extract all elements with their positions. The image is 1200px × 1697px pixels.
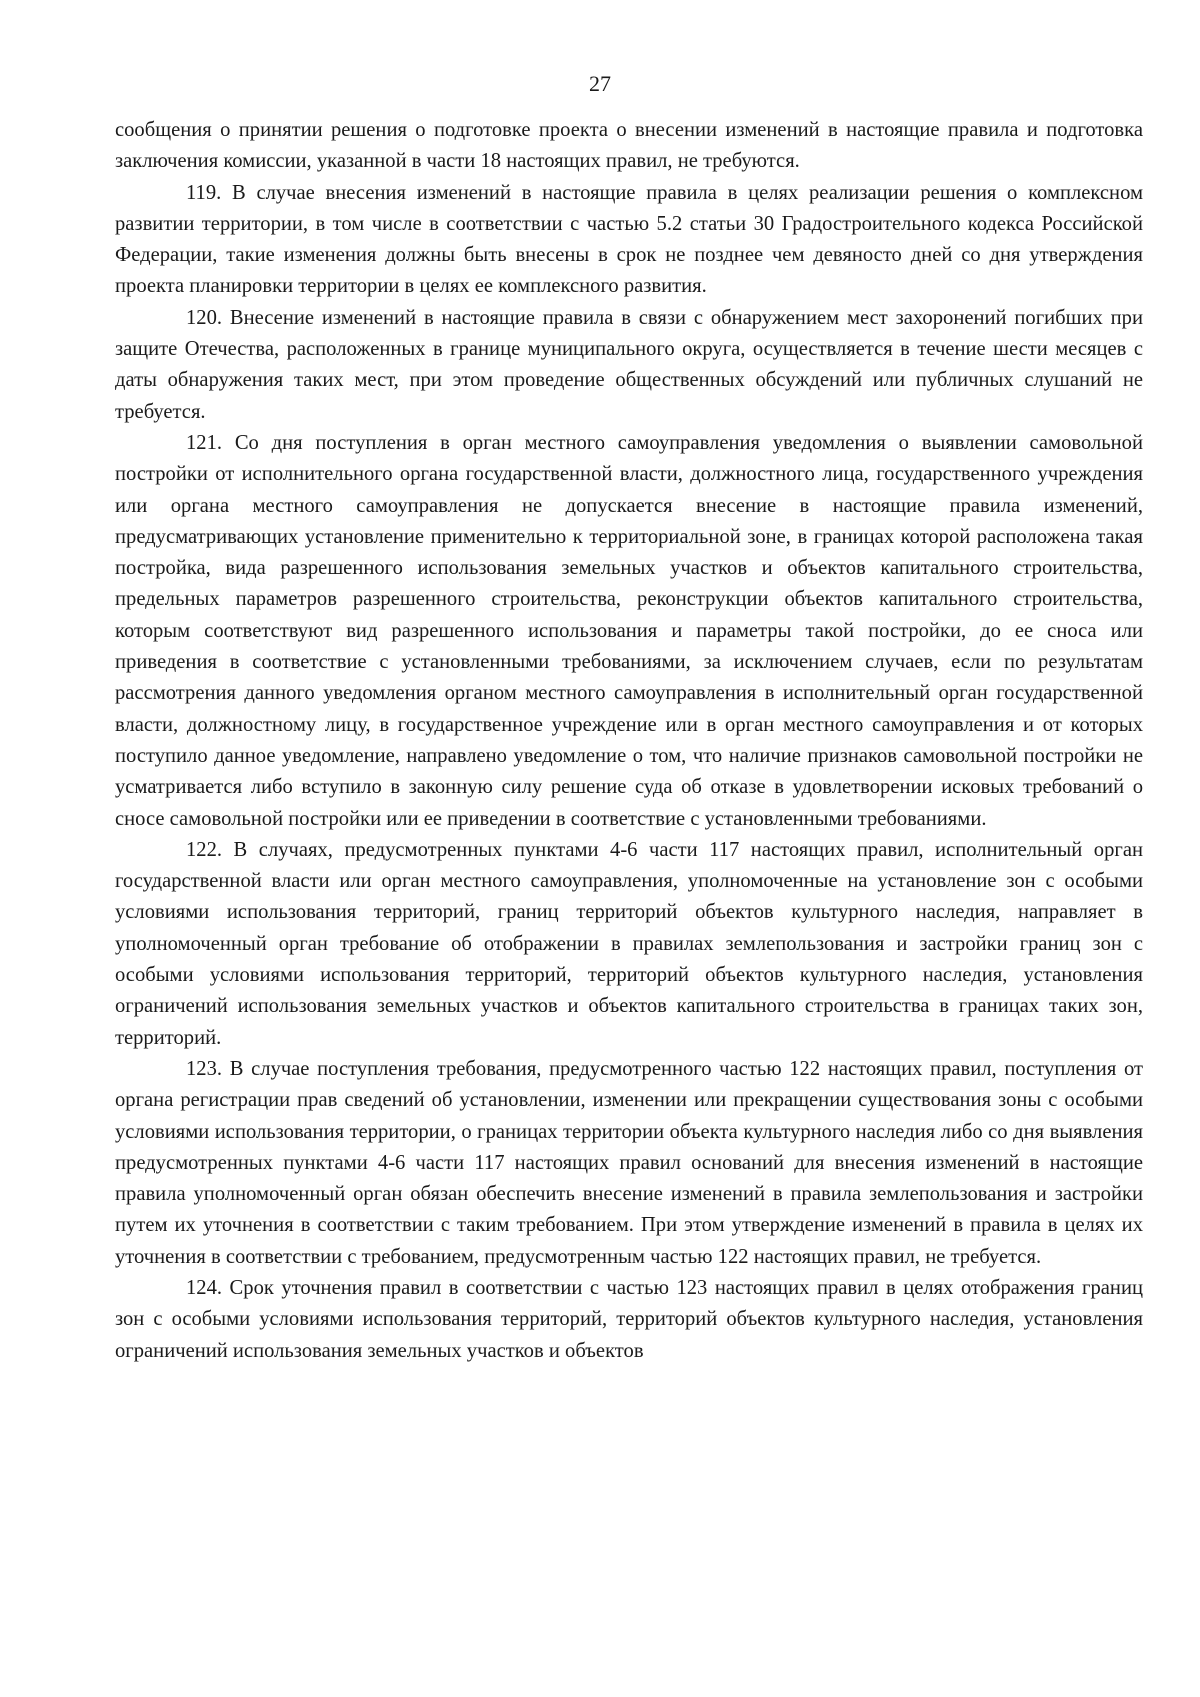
paragraph-124: 124. Срок уточнения правил в соответствии с частью 123 настоящих правил в целях отображения границ зон с особыми условиями использования территорий, территорий объектов культурного наследия, установления ограничений использования земельных участков и объектов (115, 1276, 1143, 1362)
paragraph-119: 119. В случае внесения изменений в настоящие правила в целях реализации решения о комплексном развитии территории, в том числе в соответствии с частью 5.2 статьи 30 Градостроительного кодекса Российской Федерации, такие изменения должны быть внесены в срок не позднее чем девяносто дней со дня утверждения проекта планировки территории в целях ее комплексного развития. (115, 181, 1143, 298)
paragraph-118-continuation: сообщения о принятии решения о подготовке проекта о внесении изменений в настоящие правила и подготовка заключения комиссии, указанной в части 18 настоящих правил, не требуются. (115, 119, 1143, 173)
paragraph-120: 120. Внесение изменений в настоящие правила в связи с обнаружением мест захоронений погибших при защите Отечества, расположенных в границе муниципального округа, осуществляется в течение шести месяцев с даты обнаружения таких мест, при этом проведение общественных обсуждений или публичных слушаний не требуется. (115, 306, 1143, 423)
paragraph-121: 121. Со дня поступления в орган местного самоуправления уведомления о выявлении самовольной постройки от исполнительного органа государственной власти, должностного лица, государственного учреждения или органа местного самоуправления не допускается внесение в настоящие правила изменений, предусматривающих установление применительно к территориальной зоне, в границах которой расположена такая постройка, вида разрешенного использования земельных участков и объектов капитального строительства, предельных параметров разрешенного строительства, реконструкции объектов капитального строительства, которым соответствуют вид разрешенного использования и параметры такой постройки, до ее сноса или приведения в соответствие с установленными требованиями, за исключением случаев, если по результатам рассмотрения данного уведомления органом местного самоуправления в исполнительный орган государственной власти, должностному лицу, в государственное учреждение или в орган местного самоуправления и от которых поступило данное уведомление, направлено уведомление о том, что наличие признаков самовольной постройки не усматривается либо вступило в законную силу решение суда об отказе в удовлетворении исковых требований о сносе самовольной постройки или ее приведении в соответствие с установленными требованиями. (115, 431, 1143, 830)
page-number: 27 (589, 71, 611, 96)
paragraph-122: 122. В случаях, предусмотренных пунктами 4-6 части 117 настоящих правил, исполнительный орган государственной власти или орган местного самоуправления, уполномоченные на установление зон с особыми условиями использования территорий, границ территорий объектов культурного наследия, направляет в уполномоченный орган требование об отображении в правилах землепользования и застройки границ зон с особыми условиями использования территорий, территорий объектов культурного наследия, установления ограничений использования земельных участков и объектов капитального строительства в границах таких зон, территорий. (115, 838, 1143, 1049)
document-body (115, 115, 1143, 1367)
paragraph-123: 123. В случае поступления требования, предусмотренного частью 122 настоящих правил, поступления от органа регистрации прав сведений об установлении, изменении или прекращении существования зоны с особыми условиями использования территории, о границах территории объекта культурного наследия либо со дня выявления предусмотренных пунктами 4-6 части 117 настоящих правил оснований для внесения изменений в настоящие правила уполномоченный орган обязан обеспечить внесение изменений в правила землепользования и застройки путем их уточнения в соответствии с таким требованием. При этом утверждение изменений в правила в целях их уточнения в соответствии с требованием, предусмотренным частью 122 настоящих правил, не требуется. (115, 1057, 1143, 1268)
